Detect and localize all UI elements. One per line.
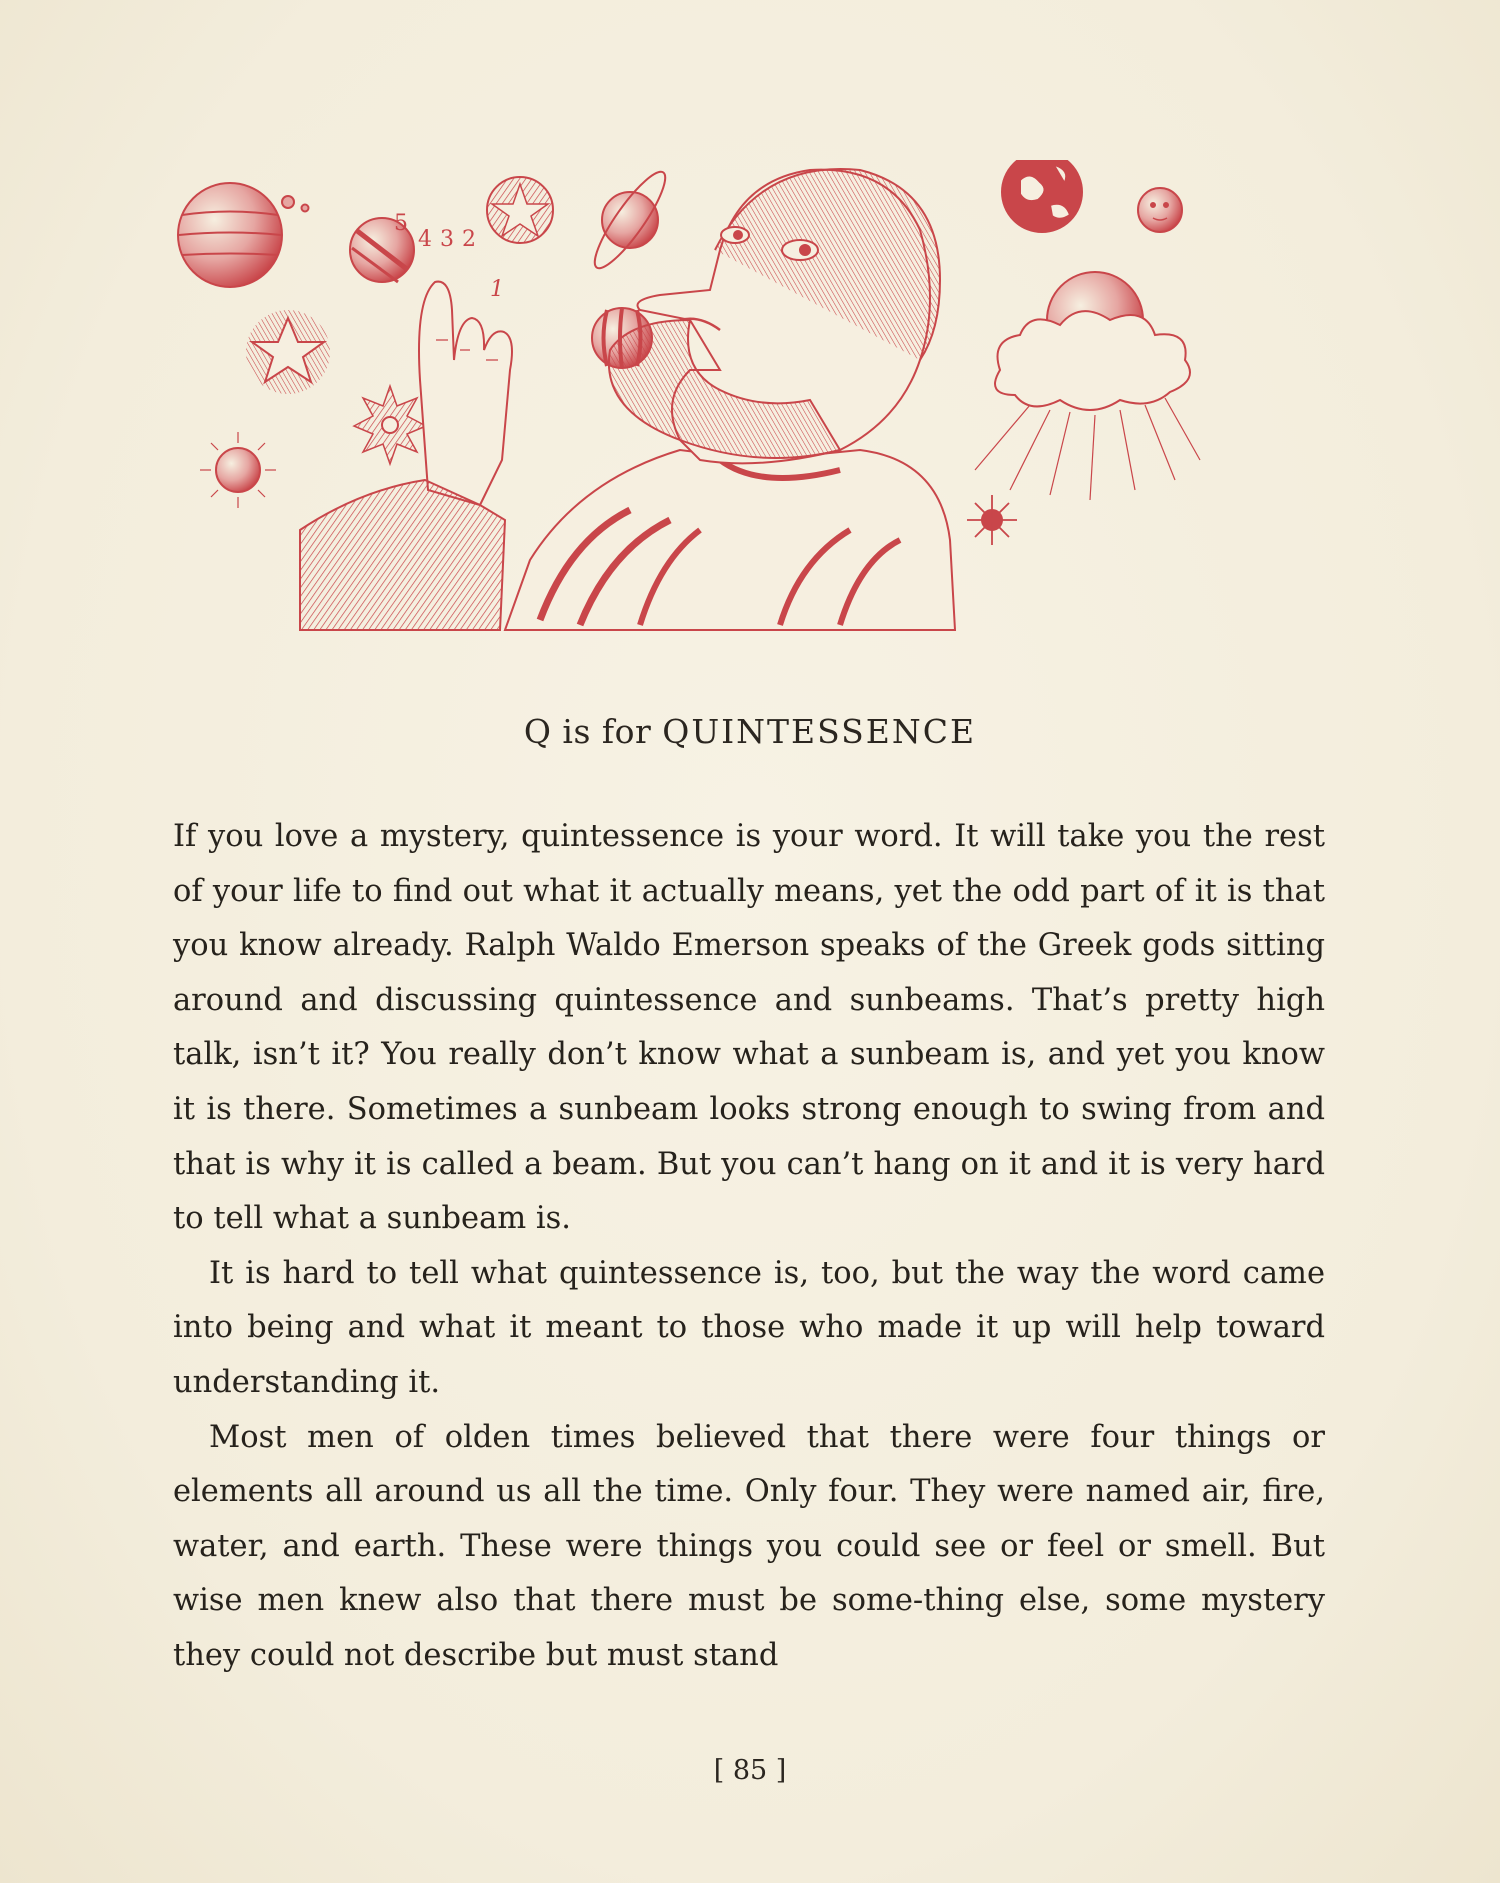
body-text (173, 810, 1325, 1684)
moon-face-icon (1138, 188, 1182, 232)
eight-point-star-icon (354, 386, 426, 464)
striped-planet-icon (178, 183, 282, 287)
finger-number-2: 2 (462, 227, 476, 252)
title-word: QUINTESSENCE (662, 712, 977, 751)
paragraph-3: Most men of olden times believed that there were four things or elements all around us all the time. Only four. They were named air, fire, water, and earth. These were things you could see or feel or smell. But wise men knew also that there must be some-thing else, some mystery they could not describe but must stand (173, 1419, 1325, 1673)
finger-number-4: 4 (418, 227, 432, 252)
finger-number-1: 1 (490, 277, 504, 302)
astronomer-illustration (160, 160, 1340, 650)
cloud-planet-icon (975, 272, 1200, 500)
page-title (0, 712, 1500, 751)
robe-drapery (300, 450, 955, 630)
page-number: [ 85 ] (713, 1755, 787, 1786)
marbled-planet-icon (1002, 160, 1082, 232)
pointing-hand-icon (419, 282, 512, 505)
paragraph-2: It is hard to tell what quintessence is, too, but the way the word came into being and what it meant to those who made it up will help toward understanding it. (173, 1255, 1325, 1400)
star-burst-icon (246, 310, 330, 394)
small-star-icon (967, 495, 1017, 545)
finger-number-3: 3 (440, 227, 454, 252)
star-medallion-icon (487, 177, 553, 243)
sun-icon (200, 432, 276, 508)
finger-number-5: 5 (394, 211, 408, 236)
ringed-planet-icon (585, 164, 674, 275)
bearded-man-head (609, 169, 940, 463)
title-prefix: Q is for (523, 712, 663, 751)
small-moon-icon (282, 196, 294, 208)
tiny-moon-icon (302, 205, 309, 212)
paragraph-1: If you love a mystery, quintessence is your word. It will take you the rest of your life to find out what it actually means, yet the odd part of it is that you know already. Ralph Waldo Emerson speaks of the Greek gods sitting around and discussing quintessence and sunbeams. That’s pretty high talk, isn’t it? You really don’t know what a sunbeam is, and yet you know it is there. Sometimes a sunbeam looks strong enough to swing from and that is why it is called a beam. But you can’t hang on it and it is very hard to tell what a sunbeam is. (173, 819, 1325, 1237)
